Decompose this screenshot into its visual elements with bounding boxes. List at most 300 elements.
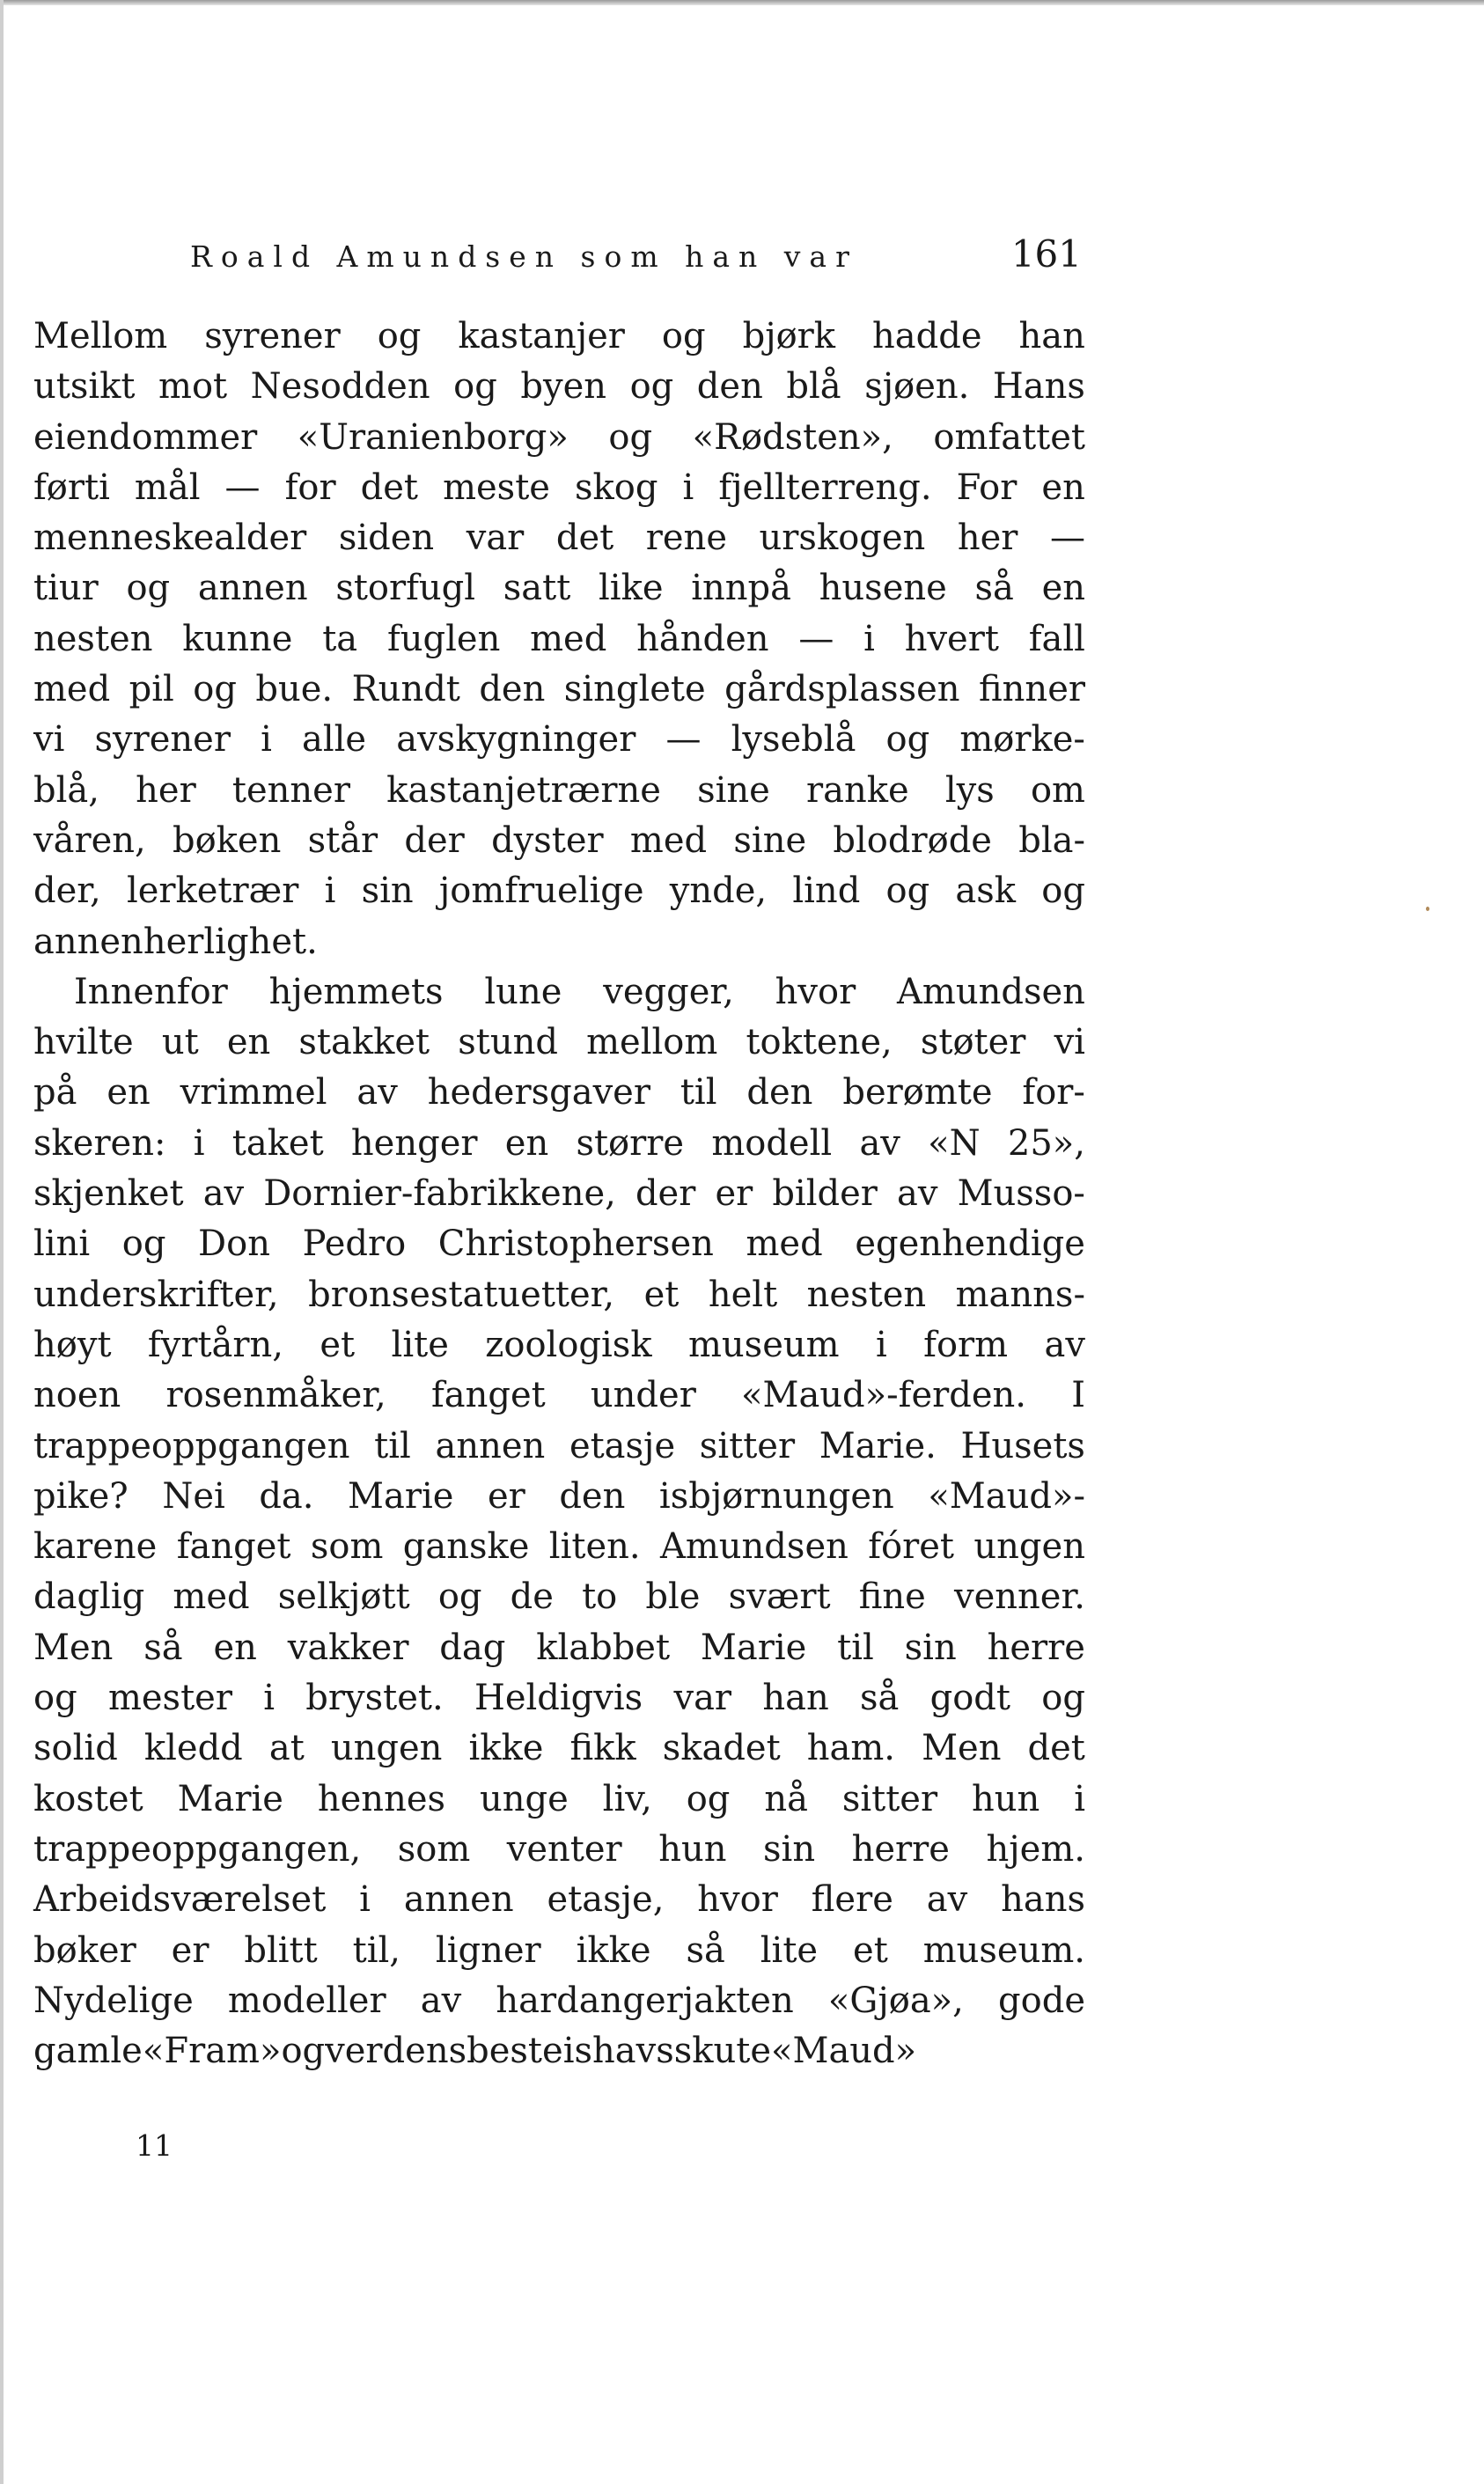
word: så: [143, 1627, 183, 1668]
word: blitt: [244, 1929, 318, 1971]
word: gårdsplassen: [724, 669, 960, 710]
word: et: [320, 1324, 356, 1365]
word: satt: [503, 568, 571, 609]
word: zoologisk: [485, 1324, 652, 1365]
word: Nei: [162, 1475, 225, 1517]
word: hadde: [872, 316, 982, 356]
word: venter: [506, 1828, 622, 1870]
word: ungen: [973, 1526, 1085, 1568]
word: singlete: [563, 669, 706, 710]
word: i: [261, 719, 272, 761]
text-line: [33, 1875, 1085, 1925]
text-line: [33, 1775, 1085, 1825]
word: fikk: [569, 1728, 636, 1769]
word: eiendommer: [33, 416, 258, 458]
text-line: [33, 1422, 1085, 1472]
text-line: [33, 1673, 1085, 1723]
word: tenner: [231, 769, 350, 811]
word: daglig: [33, 1576, 145, 1618]
word: sin: [904, 1627, 957, 1668]
word: I: [1071, 1375, 1085, 1416]
word: og: [33, 1678, 77, 1719]
word: Don: [198, 1224, 270, 1265]
book-page: [33, 220, 1085, 2076]
word: der: [404, 819, 465, 861]
word: mellom: [586, 1022, 718, 1063]
word: så: [686, 1929, 725, 1971]
word: og: [121, 1224, 166, 1265]
word: og: [885, 719, 930, 761]
text-line: [33, 967, 1085, 1018]
text-line: [33, 1472, 1085, 1522]
word: vakker: [287, 1627, 409, 1668]
word: og: [661, 316, 706, 356]
text-line: [33, 614, 1085, 665]
word: —: [665, 719, 702, 761]
word: en: [213, 1627, 257, 1668]
word: Nydelige: [33, 1980, 194, 2021]
word: svært: [728, 1576, 831, 1618]
word: vrimmel: [180, 1072, 327, 1113]
word: hvilte: [33, 1022, 134, 1063]
word: herre: [851, 1828, 950, 1870]
word: ikke: [468, 1728, 544, 1769]
text-line: [33, 866, 1085, 916]
text-line: [33, 563, 1085, 614]
word: mål: [134, 467, 201, 508]
word: i: [263, 1678, 275, 1719]
word: «N: [928, 1122, 981, 1164]
word: ham.: [806, 1728, 895, 1769]
word: fall: [1028, 618, 1085, 659]
word: i: [1074, 1778, 1085, 1819]
word: vi: [33, 719, 65, 761]
word: 25»,: [1007, 1122, 1085, 1164]
word: ut: [161, 1022, 199, 1063]
word: ynde,: [669, 871, 768, 912]
word: Marie: [700, 1627, 807, 1668]
word: sitter: [699, 1425, 796, 1466]
text-line: [33, 1371, 1085, 1421]
word: ble: [645, 1576, 701, 1618]
word: mørke-: [959, 719, 1085, 761]
word: og: [885, 871, 930, 912]
word: flere: [811, 1879, 893, 1921]
word: museum.: [922, 1929, 1085, 1971]
word: han: [762, 1678, 829, 1719]
word: egenhendige: [855, 1224, 1085, 1265]
word: «Rødsten»,: [692, 416, 893, 458]
word: to: [582, 1576, 618, 1618]
word: hans: [1001, 1879, 1085, 1921]
word: med: [530, 618, 607, 659]
word: av: [420, 1980, 462, 2021]
word: Husets: [960, 1425, 1085, 1466]
word: ungen: [330, 1728, 443, 1769]
word: modeller: [227, 1980, 386, 2021]
word: utsikt: [33, 366, 136, 408]
word: nå: [764, 1778, 808, 1819]
word: trappeoppgangen: [33, 1425, 350, 1466]
word: lite: [760, 1929, 819, 1971]
word: lind: [792, 871, 861, 912]
word: i: [682, 467, 694, 508]
word: lerketrær: [126, 871, 299, 912]
text-line: [33, 1270, 1085, 1320]
word: ta: [322, 618, 358, 659]
word: omfattet: [933, 416, 1085, 458]
word: trappeoppgangen,: [33, 1828, 362, 1870]
word: karene: [33, 1526, 158, 1568]
word: fóret: [868, 1526, 955, 1568]
word: —: [1049, 518, 1085, 559]
word: bilder: [772, 1173, 878, 1215]
word: ranke: [806, 769, 909, 811]
word: Marie: [177, 1778, 283, 1819]
text-line: [33, 463, 1085, 513]
word: Nesodden: [250, 366, 430, 408]
word: var: [673, 1678, 732, 1719]
word: står: [307, 819, 378, 861]
word: annen: [435, 1425, 546, 1466]
word: liv,: [602, 1778, 652, 1819]
word: var: [466, 518, 525, 559]
word: hånden: [636, 618, 769, 659]
word: vegger,: [603, 971, 734, 1012]
word: førti: [33, 467, 110, 508]
word: sitter: [841, 1778, 938, 1819]
word: Innenfor: [74, 971, 228, 1012]
word: av: [356, 1072, 398, 1113]
word: pil: [129, 669, 174, 710]
word: rosenmåker,: [165, 1375, 386, 1416]
word: gamle: [33, 2031, 143, 2072]
word: rene: [645, 518, 727, 559]
word: ganske: [402, 1526, 530, 1568]
word: jomfruelige: [438, 871, 644, 912]
word: sine: [733, 819, 807, 861]
text-line: [33, 513, 1085, 563]
word: de: [510, 1576, 554, 1618]
word: kledd: [143, 1728, 243, 1769]
word: sin: [361, 871, 414, 912]
word: —: [224, 467, 261, 508]
word: bue.: [255, 669, 334, 710]
word: «Maud»: [771, 2031, 917, 2072]
word: taket: [231, 1122, 324, 1164]
word: støter: [920, 1022, 1026, 1063]
word: sin: [763, 1828, 816, 1870]
word: fine: [858, 1576, 926, 1618]
word: og: [686, 1778, 731, 1819]
word: alle: [302, 719, 367, 761]
text-line: [33, 1320, 1085, 1371]
scan-left-edge: [0, 0, 4, 2484]
text-line: [33, 362, 1085, 412]
word: stund: [458, 1022, 558, 1063]
text-line: [33, 312, 1085, 362]
word: bjørk: [742, 316, 836, 356]
word: herre: [987, 1627, 1085, 1668]
text-line: [33, 766, 1085, 816]
text-line: [33, 413, 1085, 463]
word: tiur: [33, 568, 99, 609]
word: isbjørnungen: [658, 1475, 894, 1517]
word: etasje: [569, 1425, 676, 1466]
word: «Maud»-ferden.: [741, 1375, 1026, 1416]
word: lyseblå: [731, 719, 856, 761]
word: er: [171, 1929, 209, 1971]
word: Mellom: [33, 316, 168, 356]
word: med: [629, 819, 708, 861]
text-line: [33, 1825, 1085, 1875]
word: fyrtårn,: [147, 1324, 283, 1365]
word: Marie.: [819, 1425, 937, 1466]
word: da.: [259, 1475, 314, 1517]
word: ikke: [576, 1929, 651, 1971]
word: blå,: [33, 769, 99, 811]
word: og: [437, 1576, 482, 1618]
word: den: [696, 366, 763, 408]
word: «Uranienborg»: [297, 416, 569, 458]
word: «Gjøa»,: [827, 1980, 964, 2021]
word: museum: [687, 1324, 840, 1365]
word: en: [226, 1022, 271, 1063]
word: som: [310, 1526, 384, 1568]
word: av: [859, 1122, 900, 1164]
word: selkjøtt: [277, 1576, 410, 1618]
word: skjenket: [33, 1173, 184, 1215]
word: Musso-: [957, 1173, 1085, 1215]
word: Hans: [992, 366, 1085, 408]
word: så: [974, 568, 1014, 609]
word: kostet: [33, 1778, 143, 1819]
word: med: [33, 669, 111, 710]
word: til: [680, 1072, 717, 1113]
word: skeren:: [33, 1122, 166, 1164]
word: våren,: [33, 819, 146, 861]
text-line: [33, 715, 1085, 765]
word: bøken: [172, 819, 282, 861]
word: blodrøde: [833, 819, 992, 861]
word: og: [629, 366, 674, 408]
word: annen: [33, 921, 143, 962]
word: like: [599, 568, 664, 609]
word: lini: [33, 1224, 91, 1265]
word: skog: [574, 467, 658, 508]
word: den: [559, 1475, 626, 1517]
word: der: [635, 1173, 696, 1215]
word: kastanjer: [458, 316, 625, 356]
word: For: [956, 467, 1017, 508]
word: hun: [972, 1778, 1040, 1819]
word: av: [926, 1879, 968, 1921]
word: husene: [819, 568, 947, 609]
word: at: [268, 1728, 305, 1769]
word: hedersgaver: [427, 1072, 650, 1113]
word: mester: [107, 1678, 232, 1719]
word: og: [608, 416, 653, 458]
word: hjem.: [986, 1828, 1085, 1870]
word: innpå: [691, 568, 791, 609]
word: henger: [350, 1122, 478, 1164]
word: fanget: [176, 1526, 291, 1568]
running-head: [33, 220, 1085, 290]
word: fuglen: [386, 618, 501, 659]
word: den: [479, 669, 546, 710]
word: kunne: [182, 618, 293, 659]
word: hjemmets: [268, 971, 444, 1012]
word: skadet: [662, 1728, 781, 1769]
word: av: [202, 1173, 245, 1215]
word: er: [487, 1475, 525, 1517]
word: berømte: [842, 1072, 993, 1113]
word: manns-: [955, 1274, 1085, 1315]
word: er: [715, 1173, 753, 1215]
word: høyt: [33, 1324, 112, 1365]
word: godt: [929, 1678, 1010, 1719]
word: Amundsen: [659, 1526, 849, 1568]
text-line: [33, 1018, 1085, 1068]
word: nesten: [806, 1274, 927, 1315]
word: syrener: [204, 316, 341, 356]
word: for: [284, 467, 336, 508]
word: til,: [352, 1929, 400, 1971]
word: i: [193, 1122, 205, 1164]
word: her: [957, 518, 1018, 559]
word: kastanjetrærne: [386, 769, 661, 811]
word: større: [576, 1122, 685, 1164]
word: finner: [978, 669, 1085, 710]
word: Rundt: [351, 669, 460, 710]
text-line: [33, 1723, 1085, 1774]
word: og: [281, 2031, 326, 2072]
word: av: [897, 1173, 938, 1215]
word: bronsestatuetter,: [308, 1274, 615, 1315]
word: en: [107, 1072, 151, 1113]
word: av: [1044, 1324, 1085, 1365]
word: meste: [443, 467, 550, 508]
text-line: [33, 1522, 1085, 1572]
word: nesten: [33, 618, 153, 659]
word: brystet.: [305, 1678, 444, 1719]
page-number: 161: [1010, 232, 1082, 276]
text-line: [33, 1623, 1085, 1673]
word: «Fram»: [142, 2031, 282, 2072]
ink-speck: [1426, 907, 1429, 911]
word: dag: [439, 1627, 506, 1668]
word: Men: [33, 1627, 114, 1668]
word: Amundsen: [897, 971, 1085, 1012]
word: i: [359, 1879, 371, 1921]
text-line: [33, 1119, 1085, 1169]
text-line: [33, 1572, 1085, 1622]
word: liten.: [548, 1526, 641, 1568]
text-line: [33, 665, 1085, 715]
word: bla-: [1018, 819, 1085, 861]
word: lys: [944, 769, 995, 811]
word: som: [397, 1828, 471, 1870]
word: til: [374, 1425, 411, 1466]
word: hardangerjakten: [496, 1980, 794, 2021]
word: herlighet.: [143, 921, 318, 962]
body-text: [33, 312, 1085, 2076]
word: sjøen.: [864, 366, 970, 408]
word: og: [126, 568, 171, 609]
word: verdens: [325, 2031, 467, 2072]
word: gode: [998, 1980, 1085, 2021]
word: stakket: [298, 1022, 430, 1063]
word: og: [377, 316, 422, 356]
word: Pedro: [302, 1224, 407, 1265]
word: det: [1027, 1728, 1085, 1769]
word: vi: [1054, 1022, 1085, 1063]
word: «Maud»-: [928, 1475, 1085, 1517]
word: solid: [33, 1728, 118, 1769]
word: så: [859, 1678, 900, 1719]
word: det: [555, 518, 614, 559]
word: lite: [391, 1324, 449, 1365]
word: det: [360, 467, 419, 508]
word: dyster: [491, 819, 604, 861]
word: på: [33, 1072, 77, 1113]
word: Dornier-fabrikkene,: [263, 1173, 616, 1215]
word: syrener: [94, 719, 231, 761]
word: —: [798, 618, 834, 659]
word: med: [746, 1224, 823, 1265]
word: han: [1018, 316, 1085, 356]
word: blå: [786, 366, 841, 408]
word: og: [1041, 871, 1085, 912]
word: urskogen: [759, 518, 926, 559]
word: hvor: [775, 971, 856, 1012]
word: menneskealder: [33, 518, 307, 559]
word: siden: [338, 518, 435, 559]
word: den: [746, 1072, 813, 1113]
word: beste: [467, 2031, 563, 2072]
word: annen: [197, 568, 308, 609]
word: klabbet: [536, 1627, 671, 1668]
word: fanget: [430, 1375, 546, 1416]
word: form: [923, 1324, 1009, 1365]
text-line: [33, 1926, 1085, 1976]
word: der,: [33, 871, 101, 912]
running-title: Roald Amundsen som han var: [190, 239, 858, 274]
word: bøker: [33, 1929, 136, 1971]
word: og: [453, 366, 497, 408]
text-line: [33, 816, 1085, 866]
word: underskrifter,: [33, 1274, 279, 1315]
word: venner.: [954, 1576, 1085, 1618]
word: fjellterreng.: [718, 467, 932, 508]
word: ishavsskute: [562, 2031, 772, 2072]
word: Christophersen: [437, 1224, 714, 1265]
word: et: [853, 1929, 888, 1971]
word: helt: [708, 1274, 778, 1315]
text-line: [33, 917, 1085, 967]
word: Men: [922, 1728, 1002, 1769]
word: et: [643, 1274, 680, 1315]
word: for-: [1022, 1072, 1085, 1113]
word: en: [1041, 568, 1085, 609]
signature-mark: 11: [136, 2128, 173, 2163]
word: en: [504, 1122, 549, 1164]
word: ligner: [435, 1929, 541, 1971]
word: i: [324, 871, 336, 912]
word: Heldigvis: [474, 1678, 643, 1719]
word: hun: [658, 1828, 727, 1870]
word: avskygninger: [396, 719, 636, 761]
